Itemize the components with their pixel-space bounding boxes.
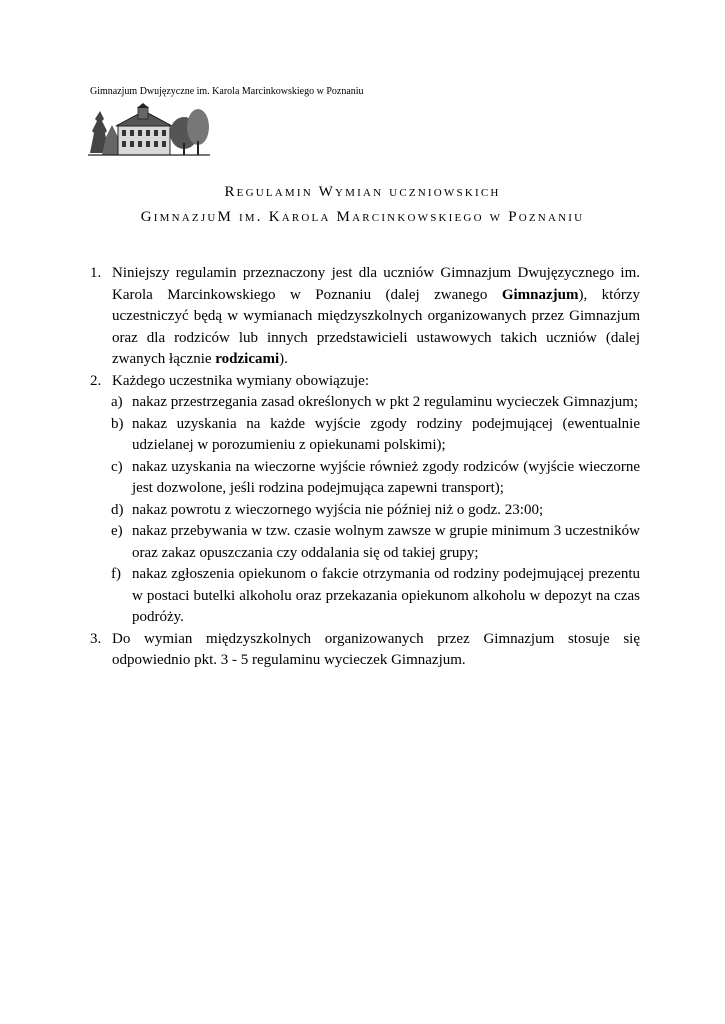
sub-item-f [90,564,640,629]
sub-item-letter: c) [111,458,123,475]
item-number: 1. [90,265,102,281]
sub-item-a [90,392,640,414]
document-title-line1: Regulamin Wymian uczniowskich [224,184,501,200]
list-item-3 [90,629,640,672]
list-item-1 [90,263,640,371]
term-gimnazjum: Gimnazjum [501,286,579,303]
item-text: Każdego uczestnika wymiany obowiązuje: [112,372,369,389]
item-text: Niniejszy regulamin przeznaczony jest dla uczniów Gimnazjum Dwujęzycznego im. Karola Marcinkowskiego w Poznaniu (dalej zwanego [112,265,640,303]
header-school-name: Gimnazjum Dwujęzyczne im. Karola Marcinkowskiego w Poznaniu [90,86,364,97]
sub-item-text: nakaz uzyskania na każde wyjście zgody rodziny podejmującej (ewentualnie udzielanej w porozumieniu z opiekunami polskimi); [132,415,640,453]
sub-item-letter: f) [111,566,121,582]
sub-item-e [90,521,640,564]
sub-item-letter: b) [111,415,124,432]
item-number: 3. [90,630,102,647]
sub-item-b [90,414,640,457]
item-text: ), którzy uczestniczyć będą w wymianach międzyszkolnych organizowanych przez Gimnazjum oraz dla rodziców lub innych przedstawicieli ustawowych takich uczniów (dalej zwanych łącznie [112,286,640,367]
sub-item-text: nakaz uzyskania na wieczorne wyjście również zgody rodziców (wyjście wieczorne jest dozwolone, jeśli rodzina podejmująca zapewni transport); [132,458,640,496]
regulations-list [90,263,640,672]
sub-item-c [90,457,640,500]
document-title-line2: GimnazjuM im. Karola Marcinkowskiego w Poznaniu [140,209,585,225]
sub-item-text: nakaz przebywania w tzw. czasie wolnym zawsze w grupie minimum 3 uczestników oraz zakaz opuszczania czy oddalania się od takiej grupy; [132,523,640,561]
term-rodzicami: rodzicami [215,351,280,367]
sub-item-letter: e) [111,523,123,539]
school-building-logo [88,103,210,157]
sub-item-text: nakaz powrotu z wieczornego wyjścia nie później niż o godz. 23:00; [132,501,544,518]
sub-item-letter: d) [111,501,124,518]
sub-item-d [90,500,640,522]
item-text: Do wymian międzyszkolnych organizowanych przez Gimnazjum stosuje się odpowiednio pkt. 3 - 5 regulaminu wycieczek Gimnazjum. [112,630,640,668]
sub-item-text: nakaz zgłoszenia opiekunom o fakcie otrzymania od rodziny podejmującej prezentu w postaci butelki alkoholu oraz przekazania opiekunom alkoholu w depozyt na czas podróży. [132,566,640,625]
item-number: 2. [90,372,102,389]
sub-item-text: nakaz przestrzegania zasad określonych w pkt 2 regulaminu wycieczek Gimnazjum; [132,394,639,410]
item-text: ). [279,351,288,367]
list-item-2 [90,371,640,393]
sub-item-letter: a) [111,394,123,410]
